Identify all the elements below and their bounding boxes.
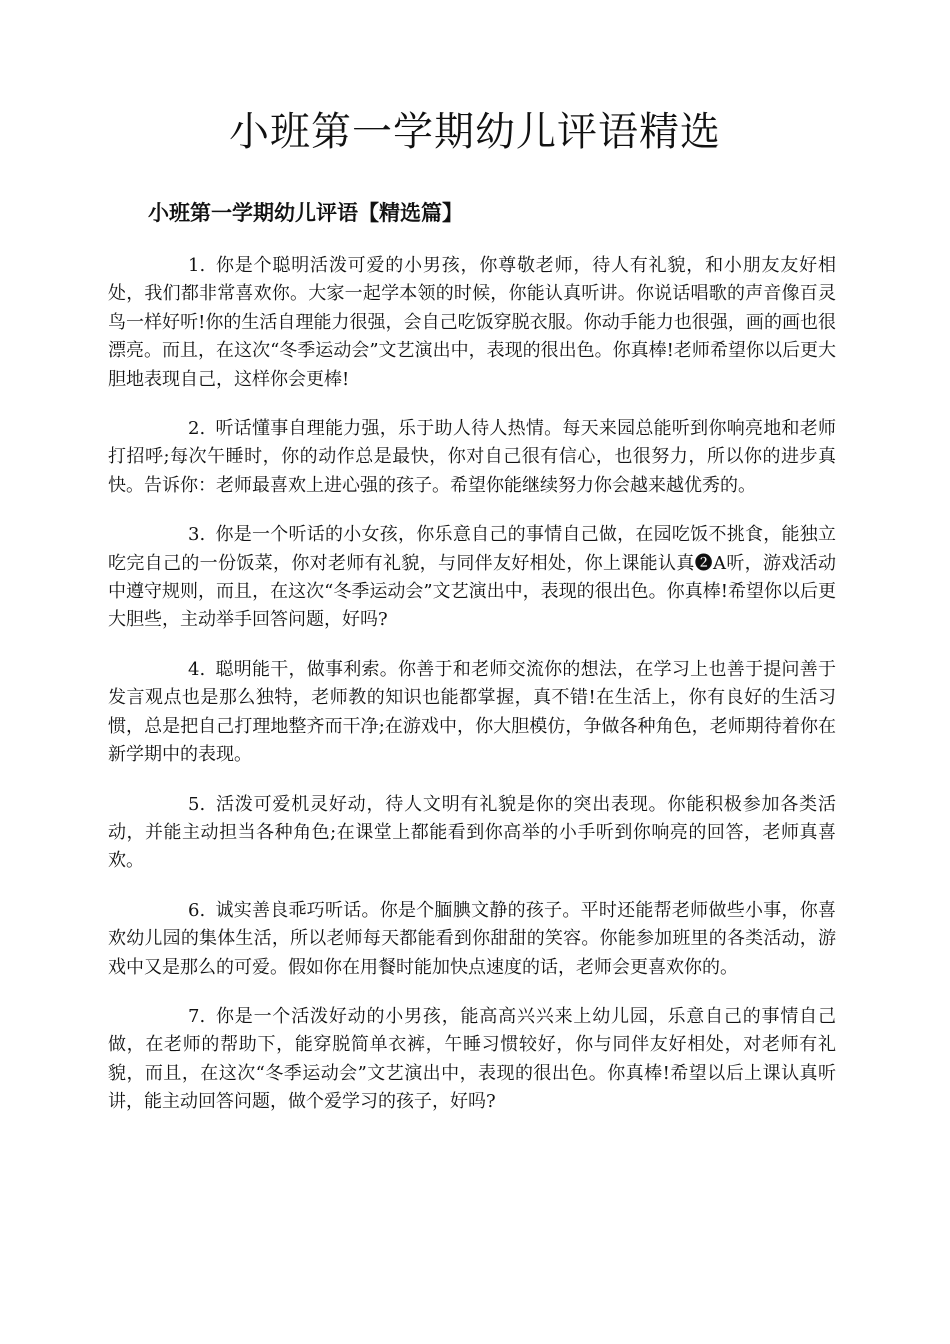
document-body [108,252,836,1138]
paragraph-text: 你是一个活泼好动的小男孩，能高高兴兴来上幼儿园，乐意自己的事情自己做，在老师的帮助下，能穿脱简单衣裤，午睡习惯较好，你与同伴友好相处，对老师有礼貌，而且，在这次“冬季运动会”文艺演出中，表现的很出色。你真棒!希望以后上课认真听讲，能主动回答问题，做个爱学习的孩子，好吗? [108,1005,836,1113]
paragraph-text: 活泼可爱机灵好动，待人文明有礼貌是你的突出表现。你能积极参加各类活动，并能主动担当各种角色;在课堂上都能看到你高举的小手听到你响亮的回答，老师真喜欢。 [108,793,836,872]
comment-paragraph-6 [108,897,836,982]
comment-paragraph-1 [108,252,836,394]
paragraph-text: 诚实善良乖巧听话。你是个腼腆文静的孩子。平时还能帮老师做些小事，你喜欢幼儿园的集体生活，所以老师每天都能看到你甜甜的笑容。你能参加班里的各类活动，游戏中又是那么的可爱。假如你在用餐时能加快点速度的话，老师会更喜欢你的。 [108,899,836,978]
paragraph-number: 6. [188,899,206,921]
comment-paragraph-4 [108,656,836,770]
paragraph-text: 你是个聪明活泼可爱的小男孩，你尊敬老师，待人有礼貌，和小朋友友好相处，我们都非常喜欢你。大家一起学本领的时候，你能认真听讲。你说话唱歌的声音像百灵鸟一样好听!你的生活自理能力很强，会自己吃饭穿脱衣服。你动手能力也很强，画的画也很漂亮。而且，在这次“冬季运动会”文艺演出中，表现的很出色。你真棒!老师希望你以后更大胆地表现自己，这样你会更棒! [108,255,836,390]
comment-paragraph-5 [108,791,836,876]
comment-paragraph-2 [108,415,836,500]
comment-paragraph-7 [108,1003,836,1117]
paragraph-number: 4. [188,658,206,680]
paragraph-number: 2. [188,418,206,440]
document-title: 小班第一学期幼儿评语精选 [229,109,721,155]
paragraph-number: 7. [188,1005,206,1027]
paragraph-text: 听话懂事自理能力强，乐于助人待人热情。每天来园总能听到你响亮地和老师打招呼;每次午睡时，你的动作总是最快，你对自己很有信心，也很努力，所以你的进步真快。告诉你：老师最喜欢上进心强的孩子。希望你能继续努力你会越来越优秀的。 [108,418,836,496]
paragraph-number: 5. [188,793,206,815]
paragraph-text: 聪明能干，做事利索。你善于和老师交流你的想法，在学习上也善于提问善于发言观点也是那么独特，老师教的知识也能都掌握，真不错!在生活上，你有良好的生活习惯，总是把自己打理地整齐而干净;在游戏中，你大胆模仿，争做各种角色，老师期待着你在新学期中的表现。 [108,658,836,766]
paragraph-number: 3. [188,524,206,546]
paragraph-text: 你是一个听话的小女孩，你乐意自己的事情自己做，在园吃饭不挑食，能独立吃完自己的一份饭菜，你对老师有礼貌，与同伴友好相处，你上课能认真❷A听，游戏活动中遵守规则，而且，在这次“冬季运动会”文艺演出中，表现的很出色。你真棒!希望你以后更大胆些，主动举手回答问题，好吗? [108,524,836,631]
section-heading: 小班第一学期幼儿评语【精选篇】 [148,200,463,225]
comment-paragraph-3 [108,521,836,635]
paragraph-number: 1. [188,255,206,276]
